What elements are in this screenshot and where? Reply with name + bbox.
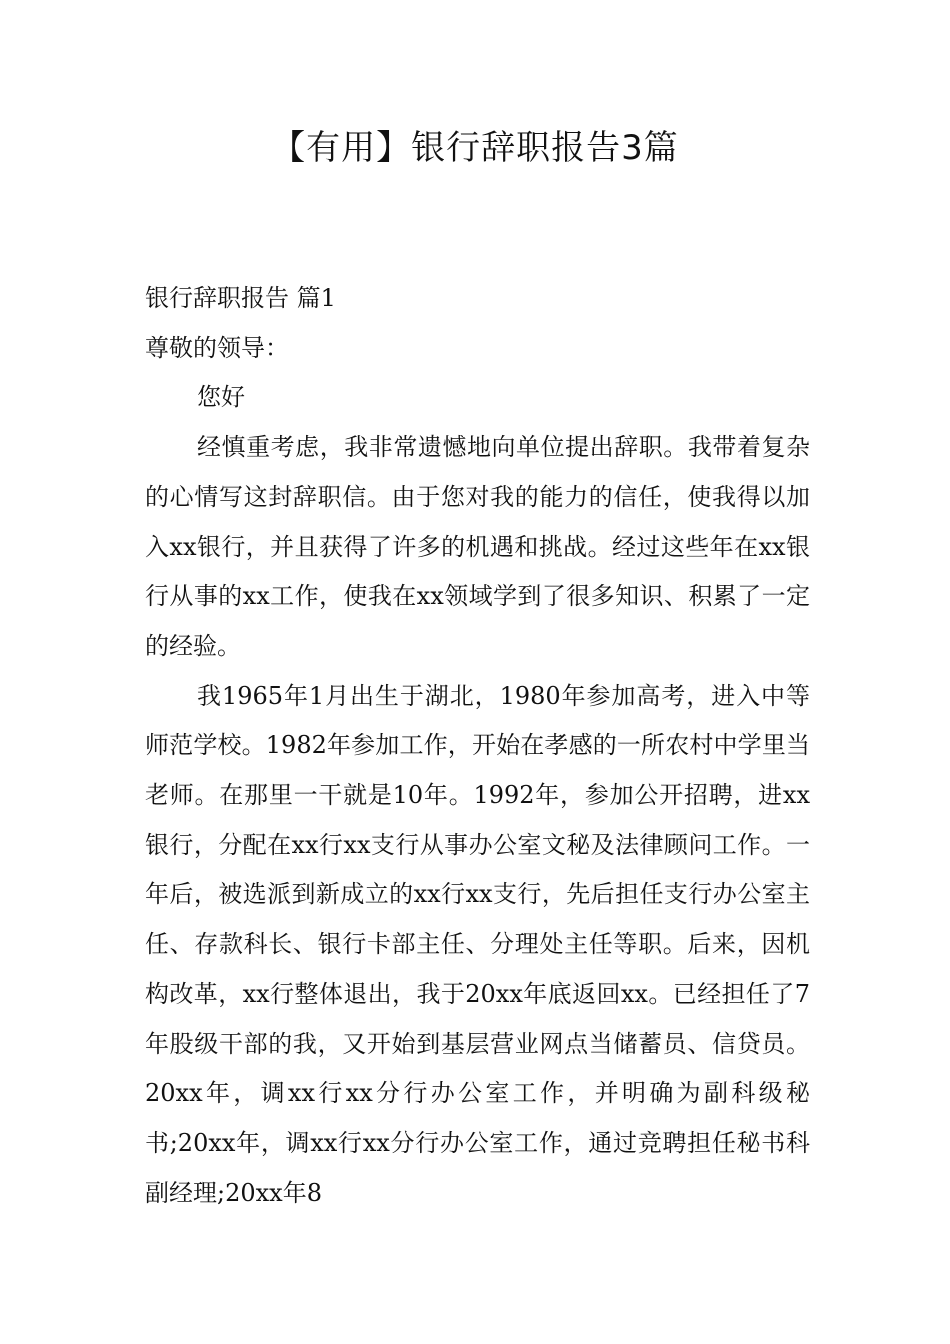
document-title: 【有用】银行辞职报告3篇 <box>271 128 679 168</box>
greeting: 您好 <box>197 383 245 412</box>
salutation: 尊敬的领导： <box>145 333 289 362</box>
document-body <box>145 274 810 1218</box>
section-heading: 银行辞职报告 篇1 <box>145 284 336 312</box>
paragraph-2: 我1965年1月出生于湖北，1980年参加高考，进入中等师范学校。1982年参加工作，开始在孝感的一所农村中学里当老师。在那里一干就是10年。1992年，参加公开招聘，进xx银行，分配在xx行xx支行从事办公室文秘及法律顾问工作。一年后，被选派到新成立的xx行xx支行，先后担任支行办公室主任、存款科长、银行卡部主任、分理处主任等职。后来，因机构改革，xx行整体退出，我于20xx年底返回xx。已经担任了7年股级干部的我，又开始到基层营业网点当储蓄员、信贷员。20xx年，调xx行xx分行办公室工作，并明确为副科级秘书;20xx年，调xx行xx分行办公室工作，通过竞聘担任秘书科副经理;20xx年8 <box>145 681 810 1207</box>
paragraph-1: 经慎重考虑，我非常遗憾地向单位提出辞职。我带着复杂的心情写这封辞职信。由于您对我的能力的信任，使我得以加入xx银行，并且获得了许多的机遇和挑战。经过这些年在xx银行从事的xx工作，使我在xx领域学到了很多知识、积累了一定的经验。 <box>145 433 810 660</box>
